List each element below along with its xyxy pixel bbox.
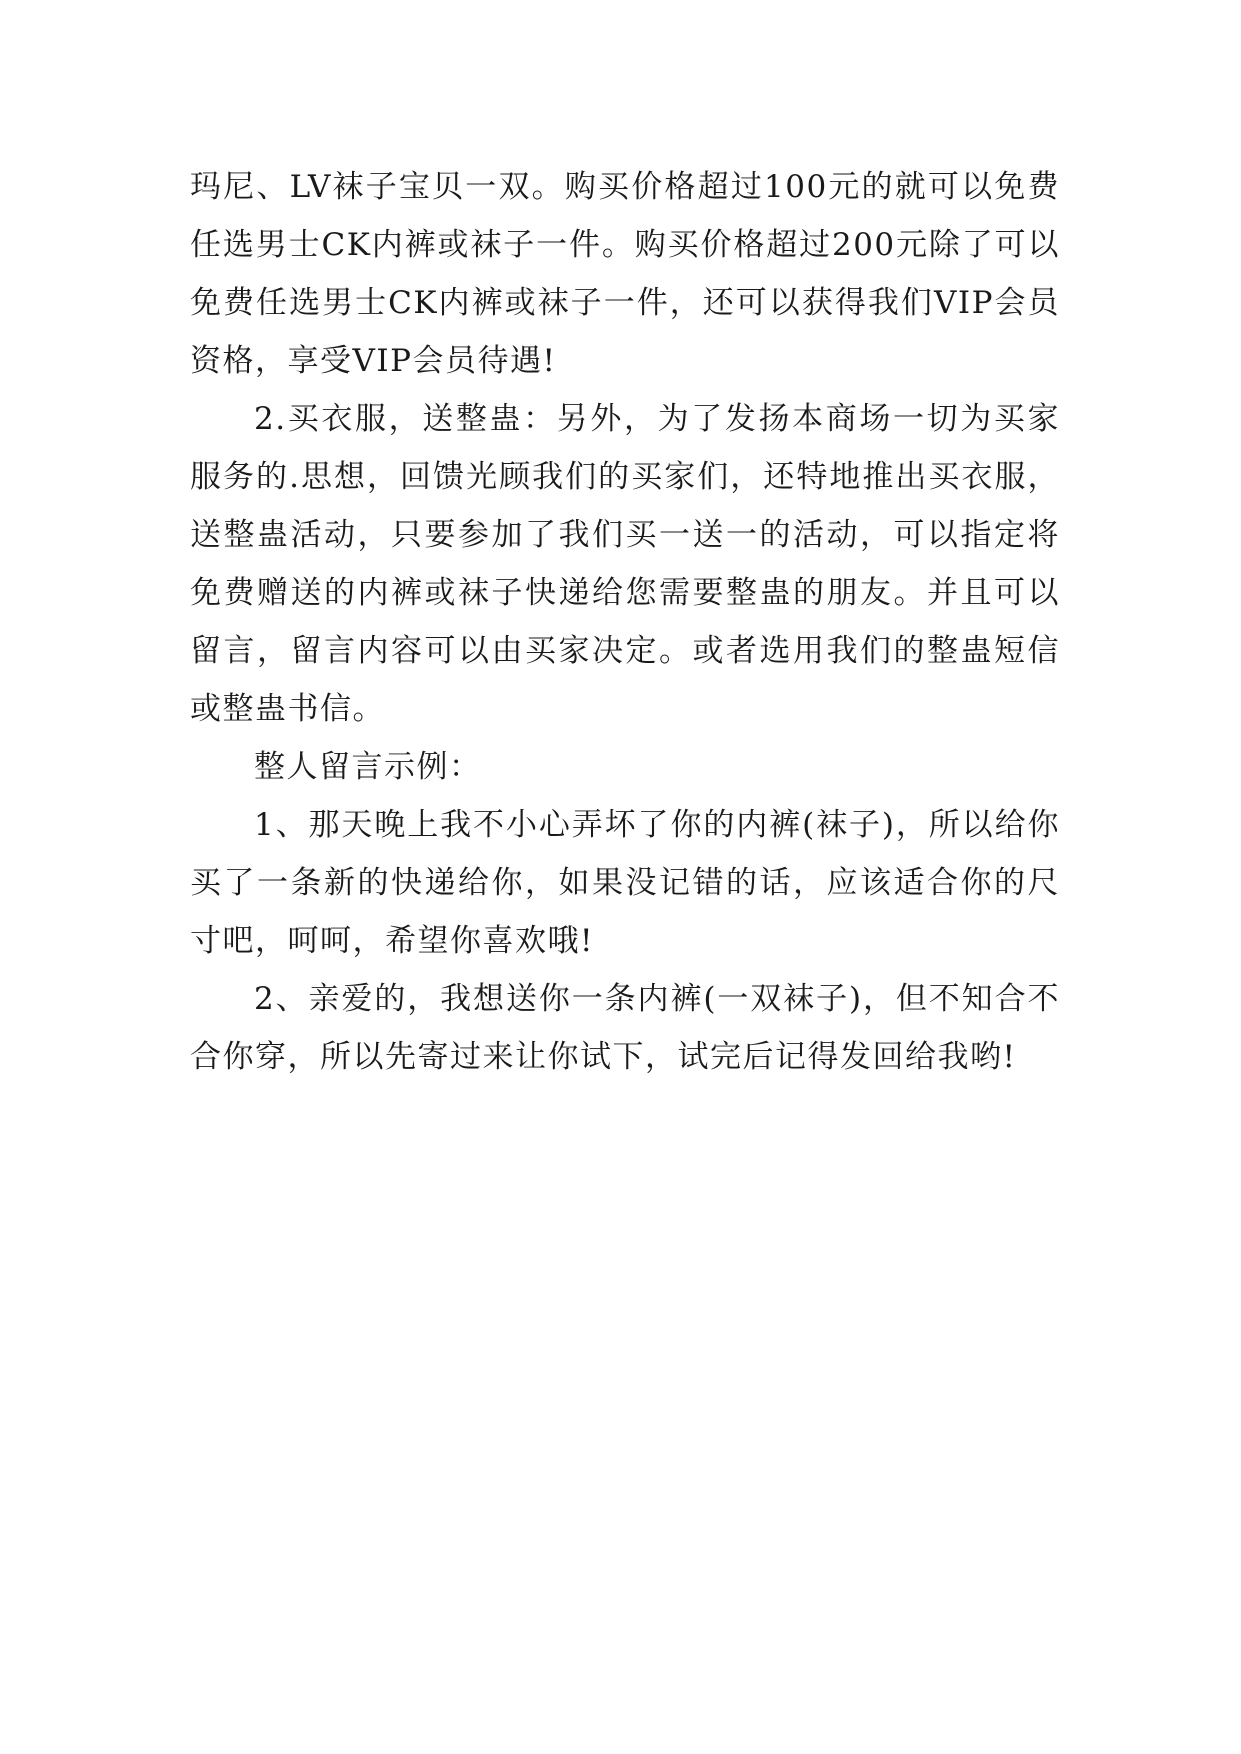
paragraph-examples-heading: 整人留言示例： xyxy=(254,749,482,785)
paragraph-continued-offer: 玛尼、LV袜子宝贝一双。购买价格超过100元的就可以免费任选男士CK内裤或袜子一件。购买价格超过200元除了可以免费任选男士CK内裤或袜子一件，还可以获得我们VIP会员资格，享受VIP会员待遇! xyxy=(190,169,1060,379)
document-body xyxy=(190,158,1060,1086)
paragraph-example-2: 2、亲爱的，我想送你一条内裤(一双袜子)，但不知合不合你穿，所以先寄过来让你试下，试完后记得发回给我哟! xyxy=(190,981,1060,1075)
paragraph-prank-promotion: 2.买衣服，送整蛊：另外，为了发扬本商场一切为买家服务的.思想，回馈光顾我们的买家们，还特地推出买衣服，送整蛊活动，只要参加了我们买一送一的活动，可以指定将免费赠送的内裤或袜子快递给您需要整蛊的朋友。并且可以留言，留言内容可以由买家决定。或者选用我们的整蛊短信或整蛊书信。 xyxy=(190,401,1060,727)
paragraph-example-1: 1、那天晚上我不小心弄坏了你的内裤(袜子)，所以给你买了一条新的快递给你，如果没记错的话，应该适合你的尺寸吧，呵呵，希望你喜欢哦! xyxy=(190,807,1060,959)
